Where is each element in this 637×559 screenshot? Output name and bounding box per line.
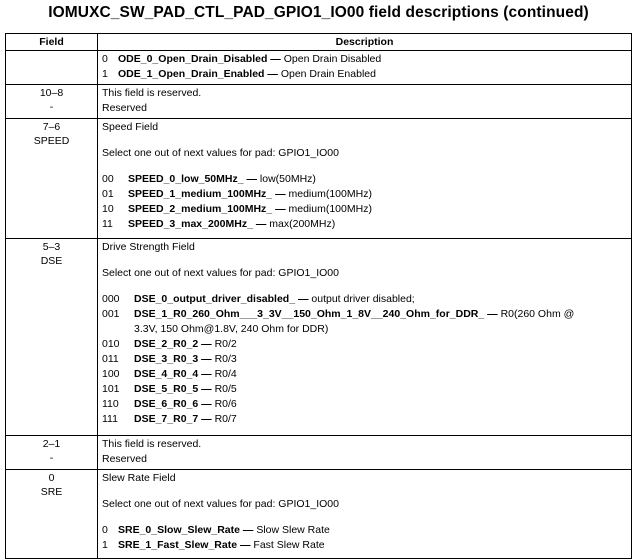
table-row-speed [6,119,632,239]
value-line: 011 DSE_3_R0_3 — R0/3 [102,353,237,365]
table-row-reserved-2-1 [6,436,632,470]
value-line: 010 DSE_2_R0_2 — R0/2 [102,338,237,350]
field-descriptions-table [5,33,632,559]
value-line: 1 ODE_1_Open_Drain_Enabled — Open Drain Enabled [102,68,376,80]
description-cell: This field is reserved. Reserved [98,85,632,119]
value-line: 0 SRE_0_Slow_Slew_Rate — Slow Slew Rate [102,524,330,536]
field-cell: 10–8 - [6,85,98,119]
value-line: 000 DSE_0_output_driver_disabled_ — output driver disabled; [102,293,415,305]
description-cell [98,51,632,85]
field-column-header: Field [6,34,98,51]
value-line: 101 DSE_5_R0_5 — R0/5 [102,383,237,395]
description-cell: Slew Rate Field Select one out of next values for pad: GPIO1_IO00 0 SRE_0_Slow_Slew_Rate — Slow Slew Rate 1 SRE_1_Fast_Slew_Rate — Fast Slew Rate [98,470,632,559]
value-line: 01 SPEED_1_medium_100MHz_ — medium(100MHz) [102,188,372,200]
value-line: 100 DSE_4_R0_4 — R0/4 [102,368,237,380]
field-cell: 7–6 SPEED [6,119,98,239]
field-cell: 0 SRE [6,470,98,559]
value-line: 00 SPEED_0_low_50MHz_ — low(50MHz) [102,173,316,185]
value-line: 111 DSE_7_R0_7 — R0/7 [102,413,237,425]
table-row-sre [6,470,632,559]
value-line: 11 SPEED_3_max_200MHz_ — max(200MHz) [102,218,336,230]
value-line: 110 DSE_6_R0_6 — R0/6 [102,398,237,410]
value-line: 0 ODE_0_Open_Drain_Disabled — Open Drain Disabled [102,53,382,65]
table-row-ode [6,51,632,85]
table-row-dse [6,239,632,436]
description-cell: Speed Field Select one out of next values for pad: GPIO1_IO00 00 SPEED_0_low_50MHz_ — low(50MHz) 01 SPEED_1_medium_100MHz_ — medium(100MHz) 10 SPEED_2_medium_100MHz_ — medium(100MHz) 11 SPEED_3_max_200MHz_ — max(200MHz) [98,119,632,239]
value-line: 001 DSE_1_R0_260_Ohm___3_3V__150_Ohm_1_8V__240_Ohm_for_DDR_ — R0(260 Ohm @ [102,308,575,320]
value-line: 1 SRE_1_Fast_Slew_Rate — Fast Slew Rate [102,539,325,551]
field-cell: 5–3 DSE [6,239,98,436]
description-cell: This field is reserved. Reserved [98,436,632,470]
description-column-header: Description [98,34,632,51]
value-line-continued: 3.3V, 150 Ohm@1.8V, 240 Ohm for DDR) [134,323,329,335]
description-cell: Drive Strength Field Select one out of next values for pad: GPIO1_IO00 000 DSE_0_output_driver_disabled_ — output driver disabled; 001 DSE_1_R0_260_Ohm___3_3V__150_Ohm_1_8V__240_Ohm_for_DDR_ — R0(260 Ohm @ 3.3V, 150 Ohm@1.8V, 240 Ohm for DDR) 010 DSE_2_R0_2 — R0/2 011 DSE_3_R0_3 — R0/3 100 DSE_4_R0_4 — R0/4 101 DSE_5_R0_5 — R0/5 110 DSE_6_R0_6 — R0/6 111 DSE_7_R0_7 — R0/7 [98,239,632,436]
field-cell [6,51,98,85]
table-title: IOMUXC_SW_PAD_CTL_PAD_GPIO1_IO00 field descriptions (continued) [48,4,589,21]
table-row-reserved-10-8 [6,85,632,119]
value-line: 10 SPEED_2_medium_100MHz_ — medium(100MHz) [102,203,372,215]
header-row [6,34,632,51]
field-cell: 2–1 - [6,436,98,470]
